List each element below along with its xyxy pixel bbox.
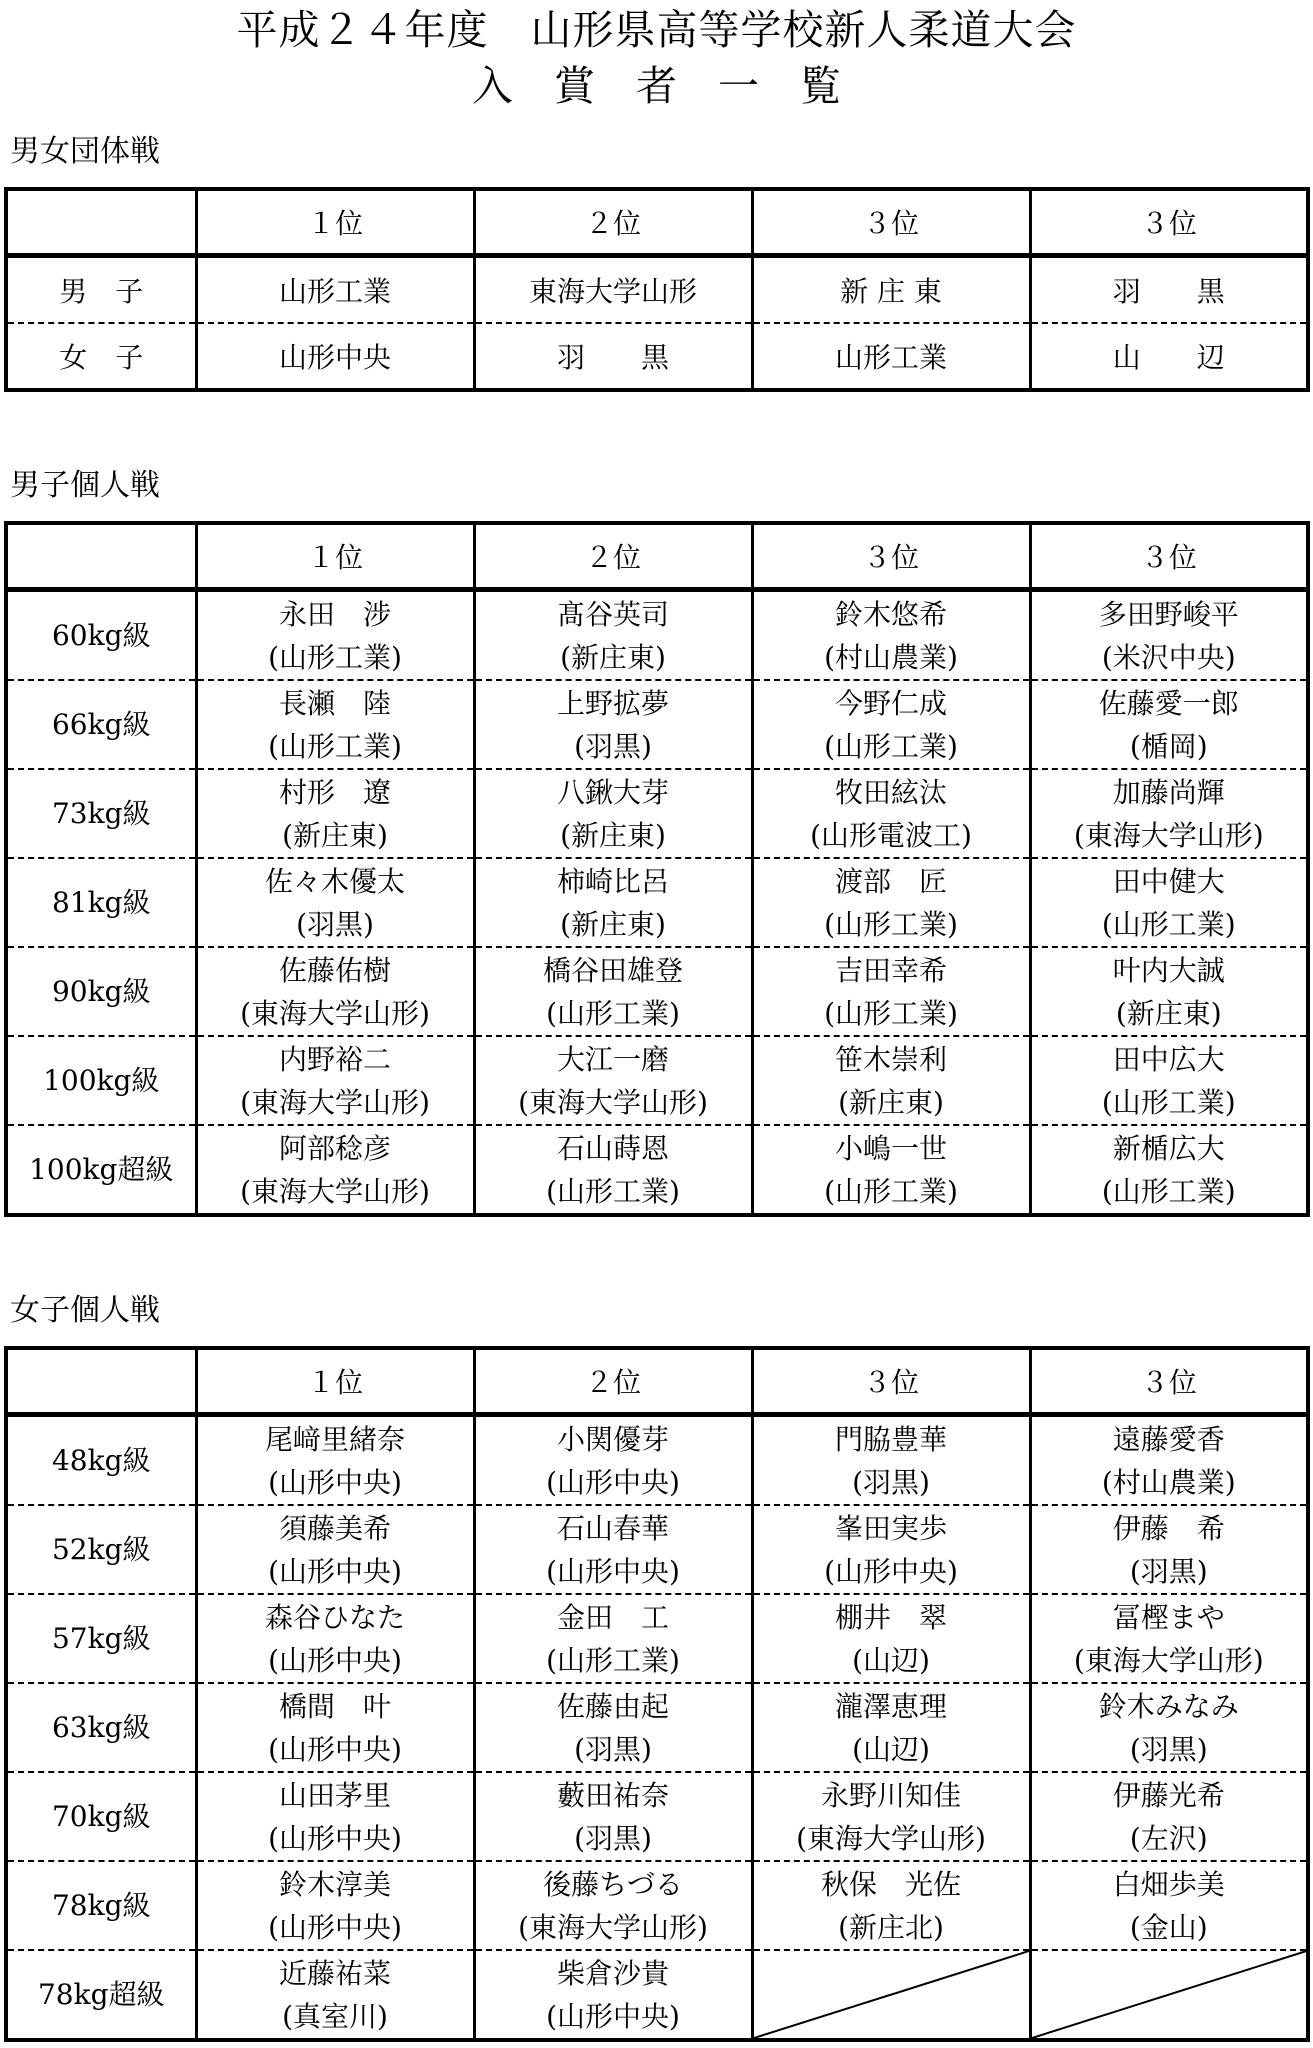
athlete-school: (山形工業) <box>1101 1174 1236 1208</box>
athlete-name: 鈴木みなみ <box>1098 1689 1239 1723</box>
result-cell-second-place <box>474 1594 752 1683</box>
school-cell-first-place: 山形中央 <box>196 323 474 390</box>
result-cell-first-place <box>196 1594 474 1683</box>
header-row <box>6 1348 1308 1415</box>
athlete-school: (東海大学山形) <box>1073 1643 1264 1677</box>
athlete-name: 永田 涉 <box>278 597 391 631</box>
athlete-name: 冨樫まや <box>1112 1600 1225 1634</box>
result-cell-third-place-b <box>1030 1861 1308 1950</box>
result-cell-third-place-b <box>1030 858 1308 947</box>
weight-class-cell: 78kg級 <box>6 1861 196 1950</box>
header-third-place-b: ３位 <box>1030 523 1308 590</box>
athlete-school: (新庄東) <box>1115 996 1222 1030</box>
result-cell-second-place <box>474 1415 752 1506</box>
athlete-name: 遠藤愛香 <box>1112 1422 1225 1456</box>
athlete-name: 上野拡夢 <box>556 686 669 720</box>
athlete-name: 尾﨑里緒奈 <box>264 1422 405 1456</box>
result-cell-second-place <box>474 1683 752 1772</box>
athlete-name: 秋保 光佐 <box>820 1867 961 1901</box>
athlete-school: (東海大学山形) <box>518 1085 708 1119</box>
athlete-school: (村山農業) <box>824 640 958 674</box>
athlete-name: 白畑歩美 <box>1112 1867 1225 1901</box>
table-row <box>6 1683 1308 1772</box>
result-cell-third-place-a <box>752 769 1030 858</box>
athlete-name: 近藤祐菜 <box>278 1956 391 1990</box>
athlete-name: 佐藤由起 <box>556 1689 669 1723</box>
weight-class-cell: 63kg級 <box>6 1683 196 1772</box>
athlete-name: 村形 遼 <box>278 775 391 809</box>
athlete-school: (羽黒) <box>852 1465 930 1499</box>
athlete-name: 八鍬大芽 <box>556 775 669 809</box>
athlete-name: 瀧澤恵理 <box>834 1689 947 1723</box>
header-corner-cell <box>6 523 196 590</box>
weight-class-cell: 81kg級 <box>6 858 196 947</box>
men-section-label: 男子個人戦 <box>10 468 160 503</box>
weight-class-cell: 60kg級 <box>6 590 196 681</box>
weight-class-cell: 48kg級 <box>6 1415 196 1506</box>
athlete-name: 永野川知佳 <box>820 1778 961 1812</box>
result-cell-third-place-a <box>752 1415 1030 1506</box>
athlete-name: 峯田実歩 <box>834 1511 947 1545</box>
athlete-name: 棚井 翠 <box>834 1600 947 1634</box>
header-second-place: ２位 <box>474 523 752 590</box>
athlete-school: (東海大学山形) <box>240 1174 430 1208</box>
athlete-name: 今野仁成 <box>834 686 947 720</box>
athlete-name: 柴倉沙貴 <box>556 1956 669 1990</box>
result-cell-second-place <box>474 1125 752 1215</box>
athlete-school: (山形中央) <box>824 1554 958 1588</box>
athlete-school: (東海大学山形) <box>240 1085 430 1119</box>
table-row <box>6 1125 1308 1215</box>
athlete-name: 笹木崇利 <box>834 1042 947 1076</box>
athlete-school: (山形工業) <box>268 729 402 763</box>
result-cell-second-place <box>474 1950 752 2040</box>
athlete-school: (真室川) <box>282 1999 388 2033</box>
athlete-name: 阿部稔彦 <box>278 1131 391 1165</box>
athlete-school: (左沢) <box>1129 1821 1208 1855</box>
team-results-table <box>4 187 1310 392</box>
athlete-school: (山形工業) <box>824 1174 958 1208</box>
table-row <box>6 680 1308 769</box>
athlete-name: 伊藤 希 <box>1112 1511 1225 1545</box>
athlete-school: (新庄東) <box>282 818 388 852</box>
athlete-name: 佐藤佑樹 <box>278 953 391 987</box>
athlete-name: 鈴木淳美 <box>278 1867 391 1901</box>
header-third-place-b: ３位 <box>1030 189 1308 256</box>
athlete-school: (米沢中央) <box>1101 640 1236 674</box>
header-row <box>6 189 1308 256</box>
athlete-school: (山形工業) <box>824 996 958 1030</box>
athlete-school: (東海大学山形) <box>796 1821 986 1855</box>
athlete-school: (山形工業) <box>268 640 402 674</box>
athlete-name: 長瀬 陸 <box>278 686 391 720</box>
athlete-school: (山形工業) <box>824 907 958 941</box>
athlete-school: (山辺) <box>852 1643 930 1677</box>
athlete-school: (楯岡) <box>1129 729 1208 763</box>
table-row <box>6 323 1308 390</box>
school-cell-first-place: 山形工業 <box>196 256 474 324</box>
table-row <box>6 1772 1308 1861</box>
athlete-school: (新庄東) <box>838 1085 944 1119</box>
athlete-school: (山形中央) <box>268 1554 402 1588</box>
category-cell: 女 子 <box>6 323 196 390</box>
result-cell-second-place <box>474 680 752 769</box>
athlete-name: 牧田絃汰 <box>834 775 947 809</box>
athlete-school: (山形中央) <box>546 1554 680 1588</box>
header-third-place-a: ３位 <box>752 523 1030 590</box>
header-second-place: ２位 <box>474 189 752 256</box>
header-third-place-a: ３位 <box>752 1348 1030 1415</box>
table-row <box>6 1594 1308 1683</box>
weight-class-cell: 100kg級 <box>6 1036 196 1125</box>
athlete-school: (山形中央) <box>546 1999 680 2033</box>
result-cell-second-place <box>474 1505 752 1594</box>
table-row <box>6 590 1308 681</box>
men-results-table <box>4 521 1310 1217</box>
result-cell-second-place <box>474 947 752 1036</box>
result-cell-first-place <box>196 769 474 858</box>
athlete-school: (村山農業) <box>1101 1465 1236 1499</box>
athlete-school: (新庄東) <box>560 640 666 674</box>
school-cell-third-place-a: 新 庄 東 <box>752 256 1030 324</box>
empty-cell-third-place-b <box>1030 1950 1308 2040</box>
result-cell-third-place-b <box>1030 1125 1308 1215</box>
athlete-school: (山形中央) <box>546 1465 680 1499</box>
table-row <box>6 858 1308 947</box>
result-cell-second-place <box>474 1036 752 1125</box>
table-row <box>6 256 1308 324</box>
athlete-name: 金田 工 <box>556 1600 669 1634</box>
result-cell-first-place <box>196 858 474 947</box>
weight-class-cell: 78kg超級 <box>6 1950 196 2040</box>
table-row <box>6 1950 1308 2040</box>
result-cell-first-place <box>196 1505 474 1594</box>
category-cell: 男 子 <box>6 256 196 324</box>
result-cell-third-place-b <box>1030 1036 1308 1125</box>
athlete-school: (新庄東) <box>560 818 666 852</box>
result-cell-third-place-a <box>752 1036 1030 1125</box>
athlete-school: (羽黒) <box>1129 1554 1208 1588</box>
athlete-name: 伊藤光希 <box>1112 1778 1225 1812</box>
result-cell-first-place <box>196 1036 474 1125</box>
result-cell-first-place <box>196 1683 474 1772</box>
athlete-name: 藪田祐奈 <box>556 1778 669 1812</box>
athlete-school: (山形電波工) <box>810 818 972 852</box>
athlete-name: 門脇豊華 <box>834 1422 947 1456</box>
result-cell-third-place-b <box>1030 769 1308 858</box>
page-subtitle: 入 賞 者 一 覧 <box>472 62 841 110</box>
athlete-name: 加藤尚輝 <box>1112 775 1225 809</box>
athlete-name: 吉田幸希 <box>834 953 947 987</box>
athlete-school: (羽黒) <box>574 729 652 763</box>
athlete-school: (新庄北) <box>838 1910 944 1944</box>
athlete-name: 石山春華 <box>556 1511 669 1545</box>
result-cell-second-place <box>474 858 752 947</box>
school-cell-third-place-a: 山形工業 <box>752 323 1030 390</box>
result-cell-third-place-b <box>1030 680 1308 769</box>
athlete-school: (山形工業) <box>546 1174 680 1208</box>
table-row <box>6 769 1308 858</box>
athlete-name: 多田野峻平 <box>1098 597 1239 631</box>
header-corner-cell <box>6 189 196 256</box>
women-results-table <box>4 1346 1310 2042</box>
athlete-school: (山形工業) <box>546 1643 680 1677</box>
header-first-place: １位 <box>196 1348 474 1415</box>
result-cell-second-place <box>474 1772 752 1861</box>
table-row <box>6 1036 1308 1125</box>
athlete-school: (羽黒) <box>574 1732 652 1766</box>
women-section-label: 女子個人戦 <box>10 1293 160 1328</box>
header-row <box>6 523 1308 590</box>
athlete-school: (山形中央) <box>268 1821 402 1855</box>
athlete-school: (東海大学山形) <box>240 996 430 1030</box>
athlete-school: (羽黒) <box>1129 1732 1208 1766</box>
weight-class-cell: 57kg級 <box>6 1594 196 1683</box>
result-cell-first-place <box>196 590 474 681</box>
team-section-label: 男女団体戦 <box>10 134 160 169</box>
result-cell-third-place-a <box>752 1594 1030 1683</box>
athlete-school: (山形工業) <box>1101 1085 1236 1119</box>
header-third-place-b: ３位 <box>1030 1348 1308 1415</box>
athlete-name: 後藤ちづる <box>543 1867 683 1901</box>
athlete-school: (山辺) <box>852 1732 930 1766</box>
athlete-name: 小関優芽 <box>556 1422 669 1456</box>
athlete-name: 柿崎比呂 <box>556 864 669 898</box>
athlete-school: (新庄東) <box>560 907 666 941</box>
result-cell-third-place-a <box>752 858 1030 947</box>
athlete-name: 石山蒔恩 <box>556 1131 669 1165</box>
weight-class-cell: 100kg超級 <box>6 1125 196 1215</box>
result-cell-first-place <box>196 1415 474 1506</box>
result-cell-third-place-b <box>1030 947 1308 1036</box>
weight-class-cell: 73kg級 <box>6 769 196 858</box>
athlete-name: 大江一磨 <box>556 1042 669 1076</box>
athlete-school: (山形工業) <box>546 996 680 1030</box>
school-cell-third-place-b: 山 辺 <box>1030 323 1308 390</box>
weight-class-cell: 70kg級 <box>6 1772 196 1861</box>
result-cell-third-place-a <box>752 590 1030 681</box>
page-title: 平成２４年度 山形県高等学校新人柔道大会 <box>236 6 1077 54</box>
result-cell-third-place-b <box>1030 590 1308 681</box>
result-cell-second-place <box>474 769 752 858</box>
athlete-school: (山形中央) <box>268 1465 402 1499</box>
result-cell-first-place <box>196 1772 474 1861</box>
result-cell-third-place-b <box>1030 1772 1308 1861</box>
result-cell-third-place-a <box>752 680 1030 769</box>
result-cell-third-place-a <box>752 1125 1030 1215</box>
athlete-school: (山形中央) <box>268 1910 402 1944</box>
school-cell-second-place: 東海大学山形 <box>474 256 752 324</box>
result-cell-third-place-a <box>752 1861 1030 1950</box>
athlete-name: 田中広大 <box>1112 1042 1225 1076</box>
result-cell-third-place-a <box>752 1683 1030 1772</box>
result-cell-third-place-b <box>1030 1415 1308 1506</box>
header-second-place: ２位 <box>474 1348 752 1415</box>
athlete-school: (羽黒) <box>574 1821 652 1855</box>
athlete-school: (山形中央) <box>268 1732 402 1766</box>
athlete-school: (東海大学山形) <box>518 1910 708 1944</box>
athlete-school: (東海大学山形) <box>1073 818 1264 852</box>
weight-class-cell: 66kg級 <box>6 680 196 769</box>
athlete-school: (金山) <box>1129 1910 1208 1944</box>
result-cell-third-place-a <box>752 947 1030 1036</box>
athlete-name: 鈴木悠希 <box>834 597 947 631</box>
athlete-name: 小嶋一世 <box>834 1131 947 1165</box>
table-row <box>6 947 1308 1036</box>
table-row <box>6 1861 1308 1950</box>
result-cell-third-place-b <box>1030 1505 1308 1594</box>
result-cell-third-place-a <box>752 1772 1030 1861</box>
athlete-name: 内野裕二 <box>278 1042 391 1076</box>
header-corner-cell <box>6 1348 196 1415</box>
result-cell-first-place <box>196 1861 474 1950</box>
athlete-name: 佐々木優太 <box>264 864 405 898</box>
result-cell-first-place <box>196 1125 474 1215</box>
athlete-name: 渡部 匠 <box>834 864 947 898</box>
weight-class-cell: 52kg級 <box>6 1505 196 1594</box>
diagonal-slash <box>1032 1951 1307 2038</box>
result-cell-third-place-b <box>1030 1594 1308 1683</box>
athlete-school: (山形工業) <box>1101 907 1236 941</box>
result-cell-third-place-b <box>1030 1683 1308 1772</box>
athlete-name: 橋谷田雄登 <box>542 953 683 987</box>
athlete-name: 田中健大 <box>1112 864 1225 898</box>
athlete-name: 山田茅里 <box>278 1778 391 1812</box>
header-first-place: １位 <box>196 523 474 590</box>
empty-cell-third-place-a <box>752 1950 1030 2040</box>
table-row <box>6 1505 1308 1594</box>
athlete-name: 髙谷英司 <box>556 597 669 631</box>
athlete-name: 森谷ひなた <box>264 1600 405 1634</box>
diagonal-slash <box>754 1951 1029 2038</box>
header-first-place: １位 <box>196 189 474 256</box>
table-row <box>6 1415 1308 1506</box>
athlete-school: (山形中央) <box>268 1643 402 1677</box>
weight-class-cell: 90kg級 <box>6 947 196 1036</box>
result-cell-second-place <box>474 1861 752 1950</box>
school-cell-second-place: 羽 黒 <box>474 323 752 390</box>
result-cell-first-place <box>196 680 474 769</box>
athlete-name: 橋間 叶 <box>278 1689 391 1723</box>
athlete-name: 佐藤愛一郎 <box>1098 686 1239 720</box>
athlete-name: 須藤美希 <box>278 1511 391 1545</box>
result-cell-first-place <box>196 947 474 1036</box>
result-cell-first-place <box>196 1950 474 2040</box>
result-cell-third-place-a <box>752 1505 1030 1594</box>
athlete-name: 新楯広大 <box>1112 1131 1225 1165</box>
athlete-school: (羽黒) <box>296 907 374 941</box>
school-cell-third-place-b: 羽 黒 <box>1030 256 1308 324</box>
header-third-place-a: ３位 <box>752 189 1030 256</box>
result-cell-second-place <box>474 590 752 681</box>
athlete-name: 叶内大誠 <box>1112 953 1225 987</box>
athlete-school: (山形工業) <box>824 729 958 763</box>
